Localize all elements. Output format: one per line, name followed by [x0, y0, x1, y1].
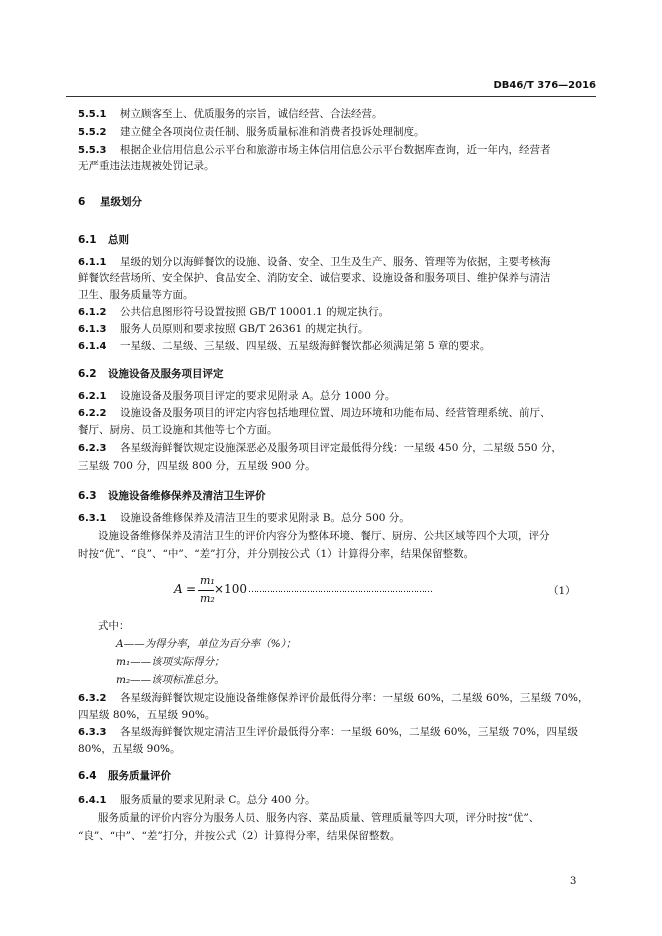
- header-rule: [66, 96, 596, 97]
- clause-6-3-1: 6.3.1 设施设备维修保养及清洁卫生的要求见附录 B。总分 500 分。: [78, 512, 410, 524]
- clause-6-3-3: 6.3.3 各星级海鲜餐饮规定清洁卫生评价最低得分率：一星级 60%，二星级 60%，三星级 70%，四星级: [78, 726, 579, 738]
- clause-6-2-3-cont: 三星级 700 分，四星级 800 分，五星级 900 分。: [78, 460, 316, 472]
- clause-6-2-2-cont: 餐厅、厨房、员工设施和其他等七个方面。: [78, 424, 278, 436]
- formula-times: ×100: [214, 582, 247, 596]
- clause-5-5-1: 5.5.1 树立顾客至上、优质服务的宗旨，诚信经营、合法经营。: [78, 108, 383, 120]
- clause-6-3-2-cont: 四星级 80%，五星级 90%。: [78, 709, 216, 721]
- where-intro: 式中：: [98, 620, 130, 632]
- where-m1: m₁——该项实际得分；: [116, 656, 225, 668]
- para-6-4-1-line2: “良”、“中”、“差”打分，并按公式（2）计算得分率，结果保留整数。: [78, 830, 401, 842]
- para-6-3-1-line2: 时按“优”、“良”、“中”、“差”打分，并分别按公式（1）计算得分率，结果保留整数。: [78, 548, 475, 560]
- clause-6-1-2: 6.1.2 公共信息图形符号设置按照 GB/T 10001.1 的规定执行。: [78, 306, 390, 318]
- clause-6-1-1-cont1: 鲜餐饮经营场所、安全保护、食品安全、消防安全、诚信要求、设施设备和服务项目、维护保养与清洁: [78, 272, 551, 284]
- where-m2: m₂——该项标准总分。: [116, 674, 225, 686]
- formula-fraction-bar: [198, 590, 214, 591]
- section-6-1-heading: 6.1 总则: [78, 234, 129, 246]
- section-6-heading: 6 星级划分: [78, 196, 142, 208]
- clause-5-5-3: 5.5.3 根据企业信用信息公示平台和旅游市场主体信用信息公示平台数据库查询，近一年内，经营者: [78, 144, 551, 156]
- formula-equals: =: [186, 582, 197, 596]
- clause-5-5-3-cont: 无严重违法违规被处罚记录。: [78, 160, 215, 172]
- clause-6-2-1: 6.2.1 设施设备及服务项目评定的要求见附录 A。总分 1000 分。: [78, 390, 396, 402]
- formula-lhs: A: [174, 582, 183, 596]
- clause-6-3-2: 6.3.2 各星级海鲜餐饮规定设施设备维修保养评价最低得分率：一星级 60%，二星级 60%，三星级 70%，: [78, 692, 589, 704]
- page-number: 3: [570, 876, 577, 887]
- clause-6-2-3: 6.2.3 各星级海鲜餐饮规定设施深恶必及服务项目评定最低得分线：一星级 450 分，二星级 550 分，: [78, 442, 562, 454]
- section-6-4-heading: 6.4 服务质量评价: [78, 770, 171, 782]
- clause-6-1-4: 6.1.4 一星级、二星级、三星级、四星级、五星级海鲜餐饮都必须满足第 5 章的要求。: [78, 340, 491, 352]
- clause-6-1-1-cont2: 卫生、服务质量等方面。: [78, 289, 194, 301]
- formula-leader-dots: ……………………………………………………………: [248, 585, 432, 595]
- clause-5-5-2: 5.5.2 建立健全各项岗位责任制、服务质量标准和消费者投诉处理制度。: [78, 126, 425, 138]
- formula-numerator: m₁: [200, 574, 215, 587]
- where-a: A——为得分率，单位为百分率（%）；: [116, 638, 297, 650]
- clause-6-4-1: 6.4.1 服务质量的要求见附录 C。总分 400 分。: [78, 794, 316, 806]
- formula-denominator: m₂: [200, 592, 215, 605]
- doc-code: DB46/T 376—2016: [493, 80, 596, 91]
- section-6-2-heading: 6.2 设施设备及服务项目评定: [78, 368, 224, 380]
- clause-6-3-3-cont: 80%，五星级 90%。: [78, 743, 181, 755]
- section-6-3-heading: 6.3 设施设备维修保养及清洁卫生评价: [78, 490, 266, 502]
- clause-6-2-2: 6.2.2 设施设备及服务项目的评定内容包括地理位置、周边环境和功能布局、经营管理系统、前厅、: [78, 407, 551, 419]
- para-6-3-1-line1: 设施设备维修保养及清洁卫生的评价内容分为整体环境、餐厅、厨房、公共区域等四个大项，评分: [98, 530, 550, 542]
- clause-6-1-1: 6.1.1 星级的划分以海鲜餐饮的设施、设备、安全、卫生及生产、服务、管理等为依据，主要考核海: [78, 256, 551, 268]
- para-6-4-1-line1: 服务质量的评价内容分为服务人员、服务内容、菜品质量、管理质量等四大项，评分时按“优”、: [98, 812, 540, 824]
- clause-6-1-3: 6.1.3 服务人员原则和要求按照 GB/T 26361 的规定执行。: [78, 323, 369, 335]
- formula-label: （1）: [548, 585, 576, 597]
